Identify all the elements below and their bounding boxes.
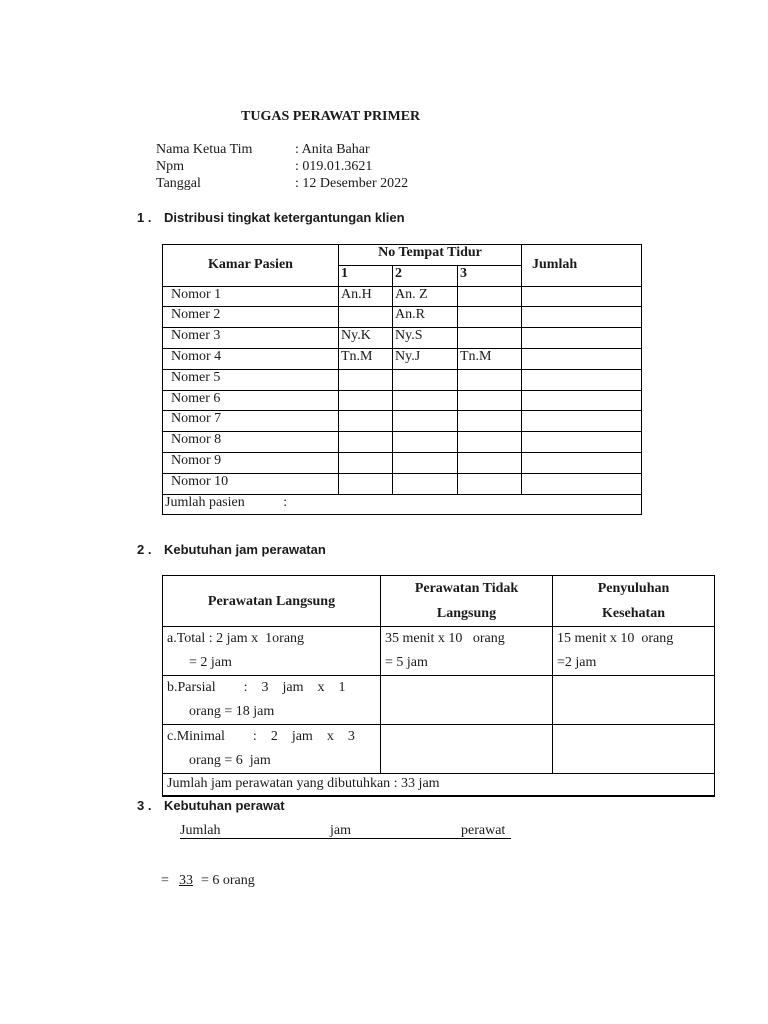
jumlah-cell <box>522 328 642 349</box>
section1-heading: Distribusi tingkat ketergantungan klien <box>164 210 405 225</box>
bed-cell <box>458 307 522 328</box>
header-tidak-langsung-line2: Langsung <box>436 606 497 621</box>
cell-penyuluhan-line2: =2 jam <box>557 655 597 670</box>
room-cell: Nomor 10 <box>163 473 339 494</box>
jumlah-cell <box>522 473 642 494</box>
result-number: 33 <box>179 873 193 888</box>
bed-cell <box>458 369 522 390</box>
table-row <box>163 307 642 328</box>
room-cell: Nomer 2 <box>163 307 339 328</box>
jumlah-pasien-footer: Jumlah pasien : <box>163 494 642 515</box>
room-cell: Nomor 7 <box>163 411 339 432</box>
cell-penyuluhan <box>553 627 715 676</box>
info-value-npm: : 019.01.3621 <box>295 159 373 174</box>
formula-word-jam: jam <box>330 823 351 838</box>
bed-cell: An. Z <box>393 286 458 307</box>
table-row <box>163 390 642 411</box>
bed-cell <box>393 390 458 411</box>
header-bed-2: 2 <box>393 265 458 286</box>
table-row <box>163 328 642 349</box>
bed-cell <box>393 473 458 494</box>
room-cell: Nomor 8 <box>163 432 339 453</box>
cell-total-line1: a.Total : 2 jam x 1orang <box>167 631 305 646</box>
formula-word-perawat: perawat <box>461 823 506 838</box>
cell-total-line2: = 2 jam <box>189 655 232 670</box>
dependency-table <box>162 244 642 515</box>
cell-minimal-line1: c.Minimal : 2 jam x 3 <box>167 729 355 744</box>
bed-cell <box>393 369 458 390</box>
cell-tidak-langsung-line1: 35 menit x 10 orang <box>385 631 505 646</box>
header-jumlah: Jumlah <box>522 245 642 287</box>
cell-parsial <box>163 676 381 725</box>
bed-cell <box>339 307 393 328</box>
bed-cell <box>339 411 393 432</box>
info-label-date: Tanggal <box>156 176 201 191</box>
header-penyuluhan-line1: Penyuluhan <box>597 581 670 596</box>
bed-cell <box>339 432 393 453</box>
bed-cell: An.R <box>393 307 458 328</box>
bed-cell <box>458 452 522 473</box>
bed-cell <box>339 390 393 411</box>
header-perawatan-langsung-label: Perawatan Langsung <box>207 593 336 609</box>
bed-cell: Tn.M <box>458 348 522 369</box>
jumlah-jam-footer: Jumlah jam perawatan yang dibutuhkan : 33 jam <box>163 774 715 796</box>
bed-cell: Ny.J <box>393 348 458 369</box>
formula-word-jumlah: Jumlah <box>180 823 221 838</box>
cell-parsial-line2: orang = 18 jam <box>189 704 275 719</box>
header-bed-3: 3 <box>458 265 522 286</box>
room-cell: Nomor 1 <box>163 286 339 307</box>
bed-cell <box>458 390 522 411</box>
info-label-name: Nama Ketua Tim <box>156 142 253 157</box>
cell-parsial-line1: b.Parsial : 3 jam x 1 <box>167 680 346 695</box>
table-row <box>163 411 642 432</box>
jumlah-cell <box>522 286 642 307</box>
bed-cell <box>458 432 522 453</box>
table-row <box>163 725 715 774</box>
cell-total <box>163 627 381 676</box>
bed-cell <box>458 411 522 432</box>
bed-cell <box>393 411 458 432</box>
info-label-npm: Npm <box>156 159 184 174</box>
info-value-name: : Anita Bahar <box>295 142 370 157</box>
room-cell: Nomer 3 <box>163 328 339 349</box>
table-row <box>163 286 642 307</box>
header-perawatan-tidak-langsung <box>381 576 553 627</box>
bed-cell <box>393 432 458 453</box>
room-cell: Nomor 4 <box>163 348 339 369</box>
table-row <box>163 369 642 390</box>
header-penyuluhan-kesehatan <box>553 576 715 627</box>
jumlah-cell <box>522 432 642 453</box>
jumlah-cell <box>522 348 642 369</box>
header-no-tempat-tidur: No Tempat Tidur <box>339 245 522 266</box>
bed-cell: Tn.M <box>339 348 393 369</box>
table-row <box>163 473 642 494</box>
info-value-date: : 12 Desember 2022 <box>295 176 409 191</box>
bed-cell <box>458 328 522 349</box>
jumlah-cell <box>522 390 642 411</box>
cell-minimal-line2: orang = 6 jam <box>189 753 271 768</box>
page-title: TUGAS PERAWAT PRIMER <box>241 109 421 124</box>
jumlah-cell <box>522 307 642 328</box>
cell-tidak-langsung-line2: = 5 jam <box>385 655 428 670</box>
bed-cell: Ny.K <box>339 328 393 349</box>
cell-tidak-langsung <box>381 627 553 676</box>
section3-number: 3 . <box>137 798 152 813</box>
bed-cell <box>458 286 522 307</box>
jumlah-cell <box>522 452 642 473</box>
care-hours-table <box>162 575 715 797</box>
bed-cell: An.H <box>339 286 393 307</box>
header-tidak-langsung-line1: Perawatan Tidak <box>414 581 519 596</box>
jumlah-cell <box>522 369 642 390</box>
cell-minimal <box>163 725 381 774</box>
header-perawatan-langsung <box>163 576 381 627</box>
bed-cell <box>339 473 393 494</box>
bed-cell <box>339 452 393 473</box>
table-row <box>163 627 715 676</box>
table-row <box>163 676 715 725</box>
section3-heading: Kebutuhan perawat <box>164 798 285 813</box>
table-row <box>163 452 642 473</box>
room-cell: Nomer 6 <box>163 390 339 411</box>
header-penyuluhan-line2: Kesehatan <box>602 606 665 621</box>
table-row <box>163 432 642 453</box>
section2-number: 2 . <box>137 542 152 557</box>
section1-number: 1 . <box>137 210 152 225</box>
result-equals: = <box>161 873 169 888</box>
cell-penyuluhan-line1: 15 menit x 10 orang <box>557 631 674 646</box>
header-kamar-pasien: Kamar Pasien <box>163 245 339 287</box>
room-cell: Nomer 5 <box>163 369 339 390</box>
bed-cell <box>458 473 522 494</box>
header-bed-1: 1 <box>339 265 393 286</box>
section2-heading: Kebutuhan jam perawatan <box>164 542 326 557</box>
bed-cell <box>339 369 393 390</box>
jumlah-cell <box>522 411 642 432</box>
room-cell: Nomor 9 <box>163 452 339 473</box>
table-row <box>163 348 642 369</box>
result-text: = 6 orang <box>201 873 255 888</box>
bed-cell <box>393 452 458 473</box>
bed-cell: Ny.S <box>393 328 458 349</box>
